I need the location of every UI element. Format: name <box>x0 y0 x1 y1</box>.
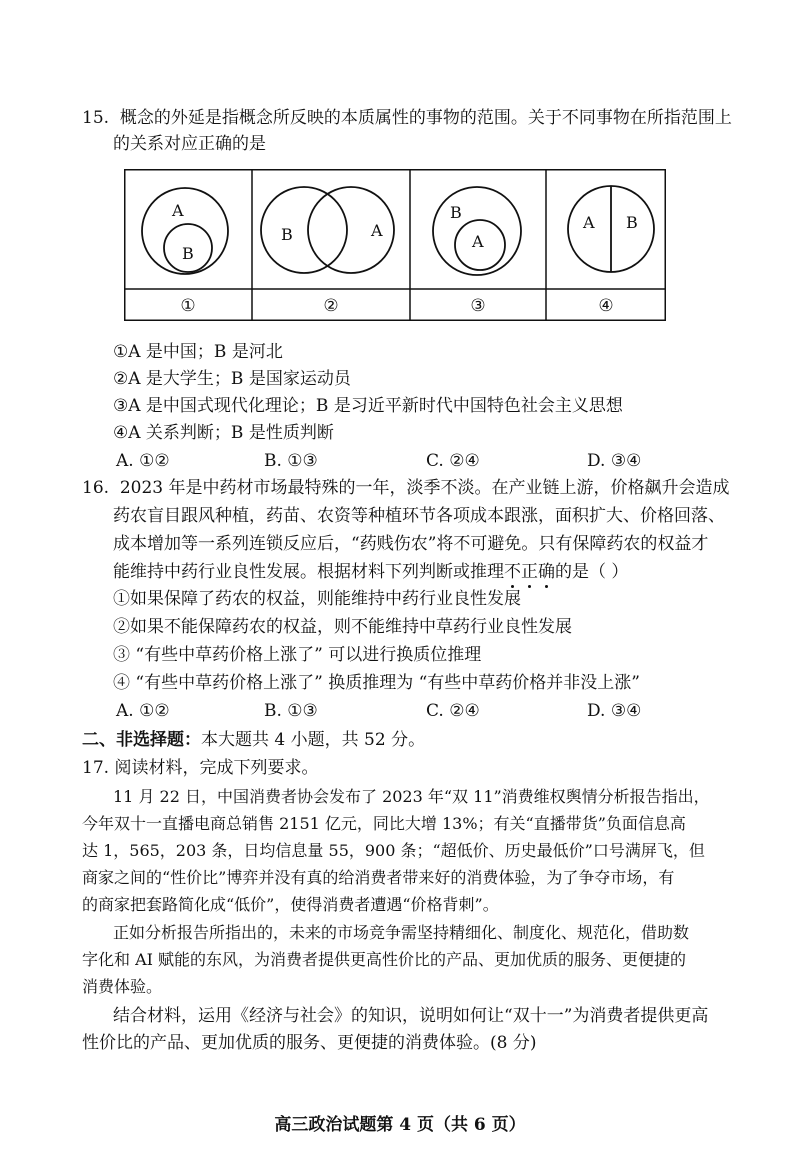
q16-stem-1: 2023 年是中药材市场最特殊的一年，淡季不淡。在产业链上游，价格飙升会造成 <box>119 478 730 498</box>
q16-option-a: A. ①② <box>116 701 170 721</box>
emphasis-char: 正 <box>521 562 538 582</box>
q15-item-1: ①A 是中国；B 是河北 <box>113 342 283 362</box>
page-footer: 高三政治试题第 4 页（共 6 页） <box>274 1115 526 1135</box>
q15-option-c: C. ②④ <box>426 451 480 471</box>
venn-diagram-2 <box>261 187 394 273</box>
venn-2-caption: ② <box>323 296 339 316</box>
q17-p2-line-3: 消费体验。 <box>82 977 163 996</box>
q16-item-1: ①如果保障了药农的权益，则能维持中药行业良性发展 <box>113 589 521 609</box>
table-border <box>125 170 666 321</box>
q17-p2-line-2: 字化和 AI 赋能的东风，为消费者提供更高性价比的产品、更加优质的服务、更便捷的 <box>82 950 687 969</box>
q16-line-1 <box>82 476 730 500</box>
venn-3-inner-label: A <box>472 232 484 251</box>
q17-task-line-2: 性价比的产品、更加优质的服务、更便捷的消费体验。(8 分) <box>82 1033 537 1053</box>
venn-3-outer-label: B <box>450 203 462 222</box>
q15-line-1 <box>82 106 732 130</box>
q15-item-4: ④A 关系判断；B 是性质判断 <box>113 423 334 443</box>
venn-diagram-3 <box>433 187 521 275</box>
venn-2-left-label: B <box>281 225 293 244</box>
venn-4-caption: ④ <box>598 296 614 316</box>
q17-p2-line-1: 正如分析报告所指出的，未来的市场竞争需坚持精细化、制度化、规范化，借助数 <box>113 923 690 942</box>
q16-stem-3: 成本增加等一系列连锁反应后，“药贱伤农”将不可避免。只有保障药农的权益才 <box>113 534 709 554</box>
emphasis-char: 不 <box>504 562 521 582</box>
venn-1-outer-label: A <box>172 201 184 220</box>
q16-option-c: C. ②④ <box>426 701 480 721</box>
q16-item-3: ③ “有些中草药价格上涨了” 可以进行换质位推理 <box>113 645 482 665</box>
venn-4-left-label: A <box>583 213 595 232</box>
q17-p1-line-4: 商家之间的“性价比”博弈并没有真的给消费者带来好的消费体验，为了争夺市场，有 <box>82 868 675 887</box>
q16-option-b: B. ①③ <box>264 701 318 721</box>
q15-stem-1: 概念的外延是指概念所反映的本质属性的事物的范围。关于不同事物在所指范围上 <box>119 108 732 128</box>
q16-number: 16. <box>82 478 110 498</box>
q15-option-b: B. ①③ <box>264 451 318 471</box>
q17-task-line-1: 结合材料，运用《经济与社会》的知识，说明如何让“双十一”为消费者提供更高 <box>113 1006 709 1026</box>
venn-diagram-table <box>124 169 666 321</box>
q15-stem-2: 的关系对应正确的是 <box>113 134 266 154</box>
venn-3-caption: ③ <box>470 296 486 316</box>
venn-2-right-label: A <box>371 221 383 240</box>
q17-title: 17. 阅读材料，完成下列要求。 <box>82 758 319 778</box>
venn-1-caption: ① <box>180 296 196 316</box>
q15-option-a: A. ①② <box>116 451 170 471</box>
section-2-heading <box>82 728 425 752</box>
q17-p1-line-1: 11 月 22 日，中国消费者协会发布了 2023 年“双 11”消费维权舆情分析报告指出， <box>113 787 710 806</box>
q16-emphasis <box>504 562 555 582</box>
q17-p1-line-2: 今年双十一直播电商总销售 2151 亿元，同比大增 13%；有关“直播带货”负面信息高 <box>82 814 686 833</box>
section-2-label: 二、非选择题： <box>82 730 201 750</box>
q16-stem-4-pre: 能维持中药行业良性发展。根据材料下列判断或推理 <box>113 562 504 582</box>
q17-p1-line-5: 的商家把套路简化成“低价”，使得消费者遭遇“价格背刺”。 <box>82 895 499 914</box>
q17-p1-line-3: 达 1，565，203 条，日均信息量 55，900 条；“超低价、历史最低价”口号满屏飞，但 <box>82 841 705 860</box>
q15-option-d: D. ③④ <box>587 451 642 471</box>
venn-diagram-1 <box>142 188 228 274</box>
q16-stem-2: 药农盲目跟风种植，药苗、农资等种植环节各项成本跟涨，面积扩大、价格回落、 <box>113 506 725 526</box>
q15-item-2: ②A 是大学生；B 是国家运动员 <box>113 369 351 389</box>
q16-option-d: D. ③④ <box>587 701 642 721</box>
emphasis-char: 确 <box>538 562 555 582</box>
venn-4-right-label: B <box>626 213 638 232</box>
q16-item-2: ②如果不能保障药农的权益，则不能维持中草药行业良性发展 <box>113 617 572 637</box>
q15-item-3: ③A 是中国式现代化理论；B 是习近平新时代中国特色社会主义思想 <box>113 396 623 416</box>
q16-item-4: ④ “有些中草药价格上涨了” 换质推理为 “有些中草药价格并非没上涨” <box>113 673 640 693</box>
q16-stem-4-post: 的是（ ） <box>555 562 629 582</box>
venn-1-inner-label: B <box>182 244 194 263</box>
section-2-text: 本大题共 4 小题，共 52 分。 <box>201 730 426 750</box>
q15-number: 15. <box>82 108 110 128</box>
venn-diagram-4 <box>568 186 654 272</box>
q16-stem-4 <box>113 560 628 584</box>
